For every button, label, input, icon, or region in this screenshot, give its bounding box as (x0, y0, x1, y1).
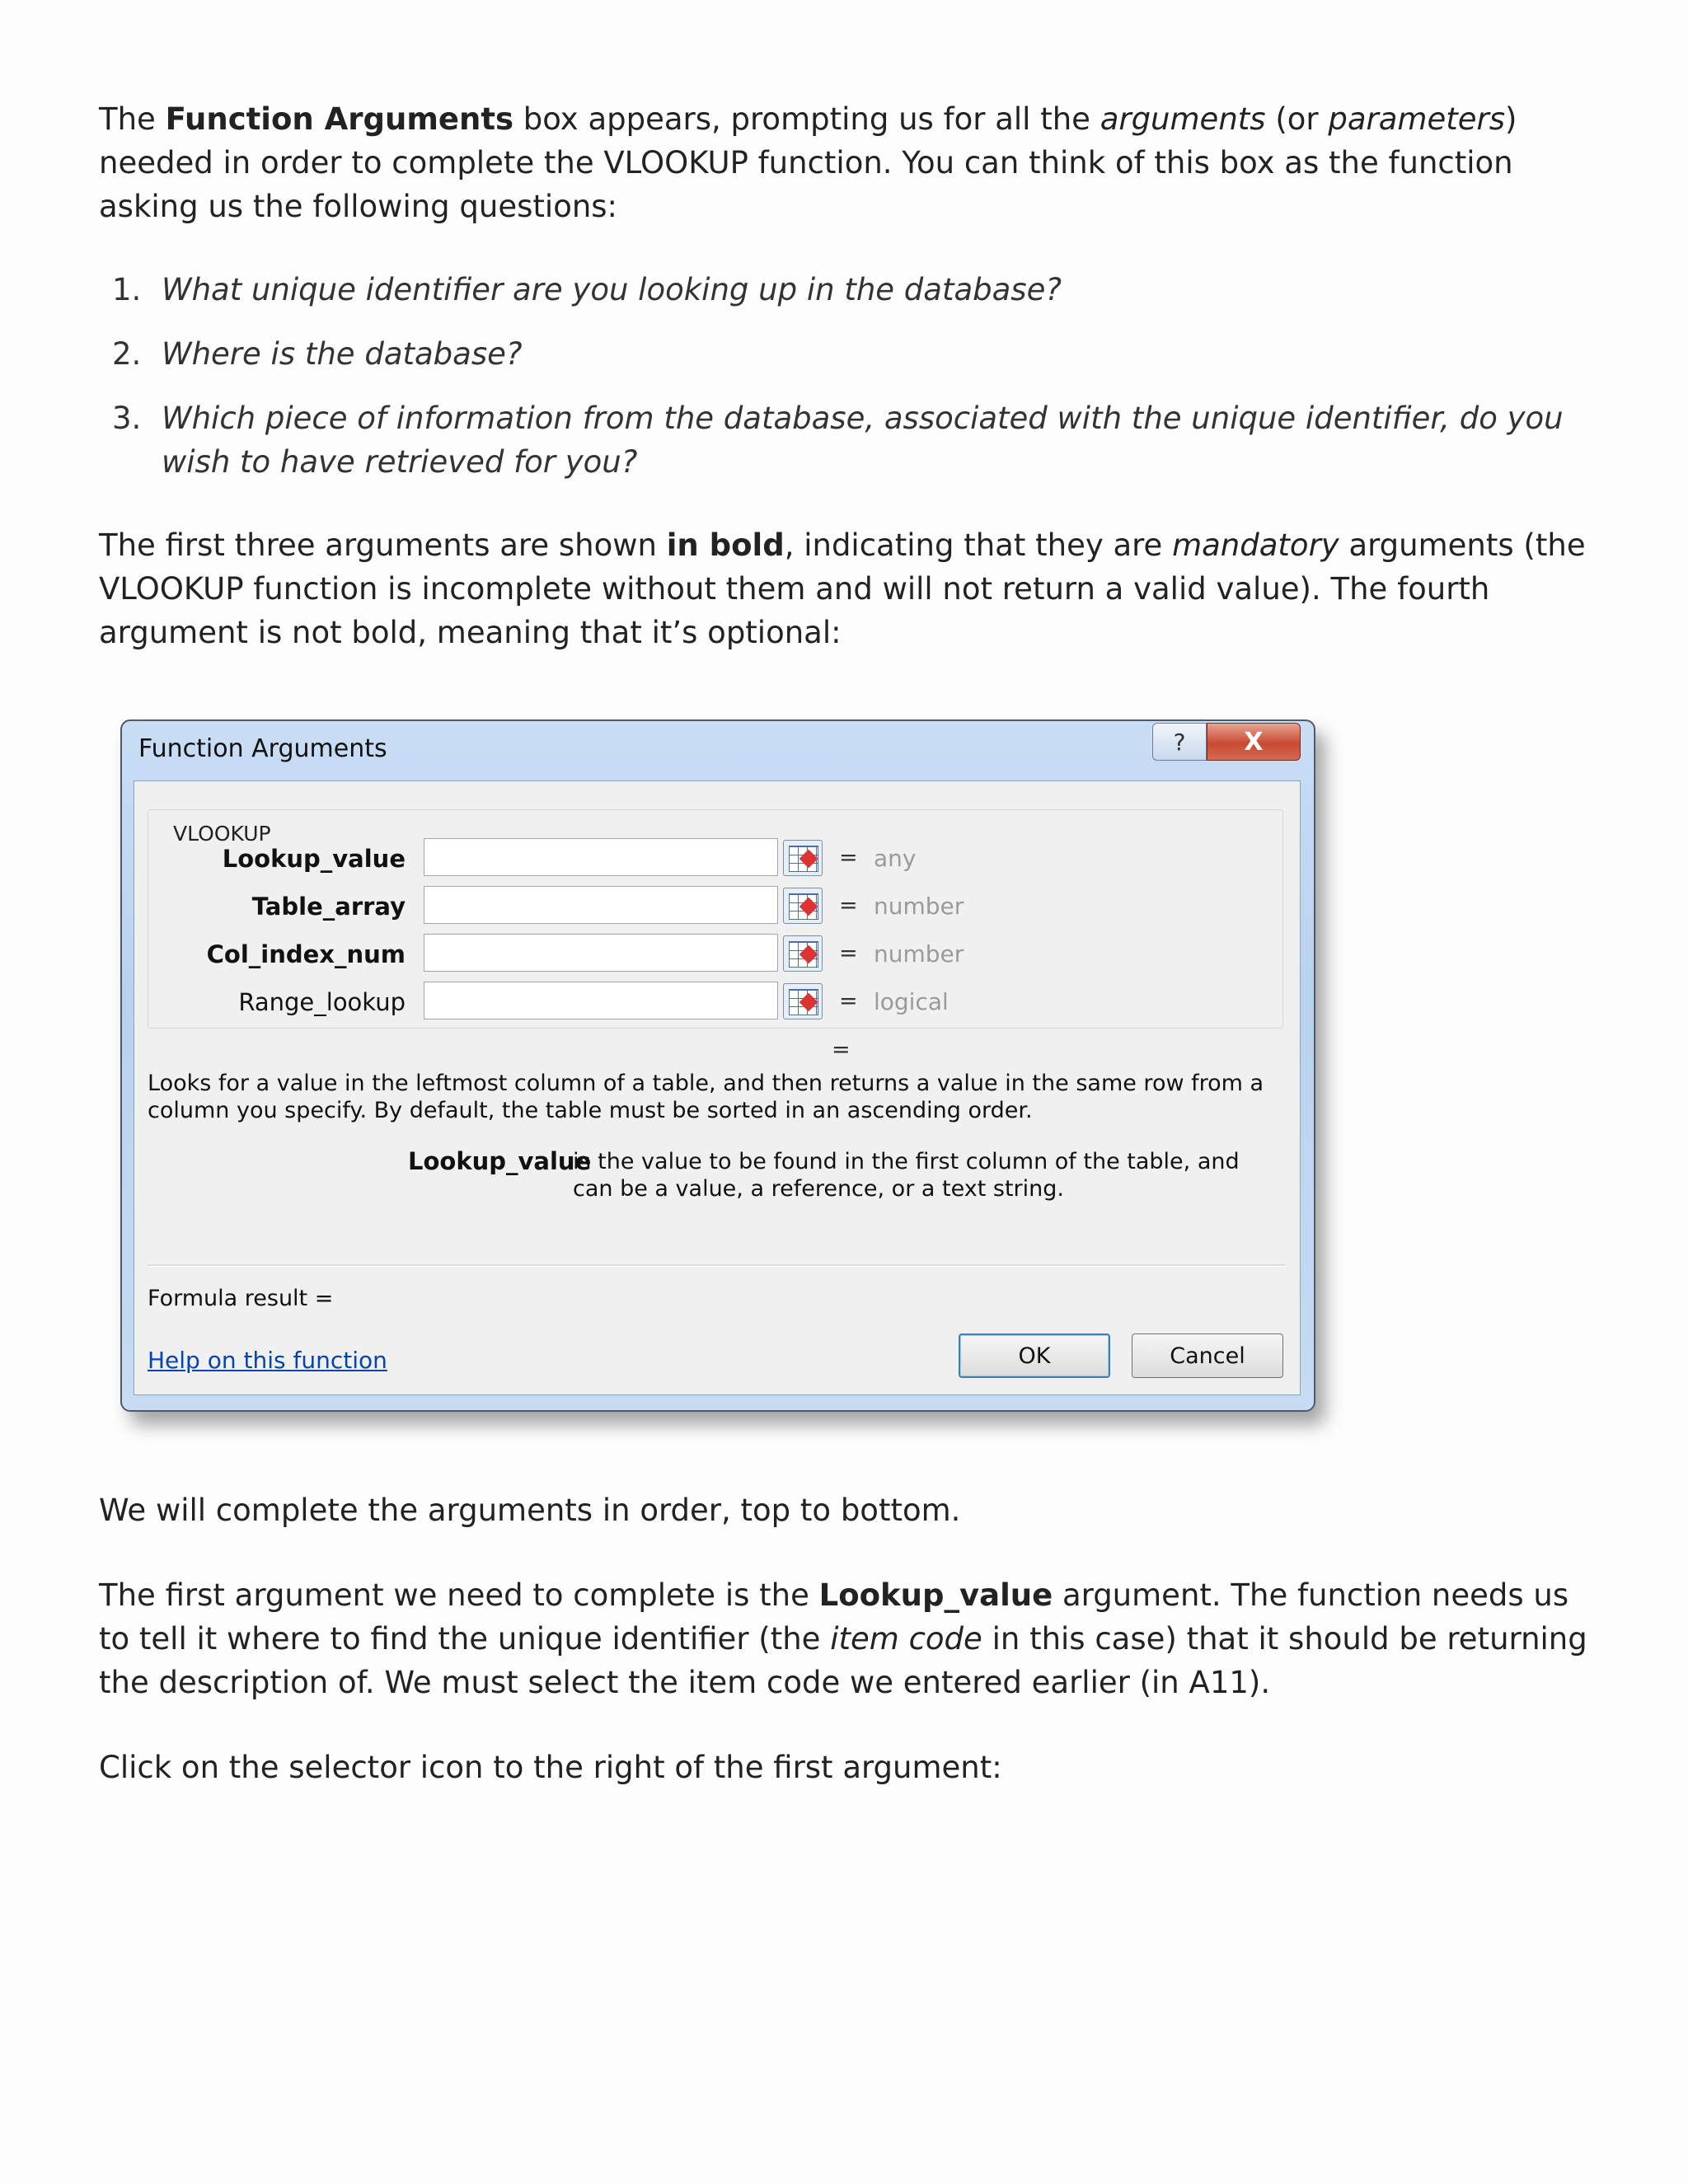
formula-result: Formula result = (148, 1286, 334, 1311)
para2-text-1: The first three arguments are shown (99, 527, 667, 563)
p2-italic-item-code: item code (830, 1621, 982, 1657)
result-equals: = (832, 1037, 851, 1062)
range-lookup-input[interactable] (424, 982, 778, 1019)
arg-help-name: Lookup_value (408, 1147, 592, 1175)
document-body-continued (99, 1488, 1591, 1830)
arg-label: Table_array (251, 893, 406, 921)
arg-row-range-lookup (148, 982, 1286, 1023)
function-description: Looks for a value in the leftmost column of a table, and then returns a value in the same row from a column you specify. By default, the table must be sorted in an ascending order. (148, 1071, 1264, 1123)
arg-equals: = (839, 845, 858, 870)
group-label: VLOOKUP (170, 822, 274, 846)
paragraph-order: We will complete the arguments in order, top to bottom. (99, 1493, 961, 1528)
arg-type: any (874, 845, 917, 872)
p2-text-1: The first argument we need to complete is the (99, 1577, 819, 1613)
lookup-value-input[interactable] (424, 838, 778, 876)
intro-text-1: The (99, 101, 166, 137)
intro-text-2: box appears, prompting us for all the (513, 101, 1100, 137)
arg-label: Range_lookup (238, 988, 406, 1016)
document-body (99, 97, 1591, 654)
list-text: Where is the database? (162, 336, 523, 372)
dialog-body (134, 780, 1301, 1395)
range-selector-icon[interactable] (783, 935, 823, 972)
list-text: Which piece of information from the database, associated with the unique identifier, do you wish to have retrieved for you? (162, 401, 1564, 480)
intro-paragraph (99, 97, 1591, 228)
arg-type: logical (874, 988, 949, 1015)
intro-italic-parameters: parameters (1328, 101, 1505, 137)
arg-type: number (874, 940, 964, 968)
list-item (99, 268, 1591, 312)
ok-button[interactable]: OK (959, 1333, 1110, 1378)
paragraph-click-selector: Click on the selector icon to the right of the first argument: (99, 1750, 1002, 1785)
arg-row-table-array (148, 886, 1286, 927)
intro-text-3: (or (1265, 101, 1329, 137)
paragraph-first-argument (99, 1573, 1591, 1704)
para2-text-2: , indicating that they are (784, 527, 1173, 563)
list-item (99, 396, 1591, 484)
arg-equals: = (839, 988, 858, 1014)
bold-explanation-paragraph (99, 523, 1591, 654)
col-index-num-input[interactable] (424, 934, 778, 972)
table-array-input[interactable] (424, 886, 778, 924)
close-icon: X (1244, 727, 1264, 757)
range-selector-icon[interactable] (783, 888, 823, 924)
arg-row-lookup-value (148, 838, 1286, 879)
p2-text-3: in this case) that it should be returning the description of. We must select the item code we entered earlier (in A11). (99, 1621, 1587, 1700)
question-mark-icon: ? (1173, 728, 1186, 756)
vlookup-group (148, 809, 1283, 1029)
help-button[interactable] (1152, 723, 1207, 761)
arg-label: Lookup_value (222, 845, 406, 873)
arg-equals: = (839, 940, 858, 966)
para2-italic-mandatory: mandatory (1172, 527, 1339, 563)
help-on-function-link[interactable]: Help on this function (148, 1347, 387, 1374)
list-item (99, 332, 1591, 376)
arg-equals: = (839, 893, 858, 918)
close-button[interactable] (1207, 723, 1301, 761)
list-number: 3. (112, 401, 142, 436)
arg-type: number (874, 893, 964, 920)
arg-help-text: is the value to be found in the first column of the table, and can be a value, a reference, or a text string. (573, 1149, 1240, 1202)
list-number: 2. (112, 336, 142, 372)
intro-italic-arguments: arguments (1100, 101, 1266, 137)
intro-bold-function-arguments: Function Arguments (165, 101, 514, 137)
arg-row-col-index-num (148, 934, 1286, 975)
question-list (99, 268, 1591, 484)
title-bar-buttons (1152, 723, 1301, 761)
intro-text-4: ) needed in order to complete the VLOOKUP function. You can think of this box as the function asking us the following questions: (99, 101, 1517, 224)
p2-text-2: argument. The function needs us to tell it where to find the unique identifier (the (99, 1577, 1569, 1657)
function-arguments-dialog (120, 719, 1315, 1412)
p2-bold-lookup-value: Lookup_value (818, 1577, 1053, 1613)
para2-text-3: arguments (the VLOOKUP function is incomplete without them and will not return a valid value). The fourth argument is not bold, meaning that it’s optional: (99, 527, 1586, 650)
dialog-title: Function Arguments (138, 734, 387, 763)
cancel-button[interactable]: Cancel (1132, 1333, 1283, 1378)
arg-label: Col_index_num (206, 940, 406, 968)
range-selector-icon[interactable] (783, 840, 823, 876)
list-number: 1. (112, 272, 142, 307)
list-text: What unique identifier are you looking up in the database? (162, 272, 1062, 307)
divider (148, 1264, 1285, 1267)
para2-bold-in-bold: in bold (666, 527, 785, 563)
range-selector-icon[interactable] (783, 983, 823, 1019)
